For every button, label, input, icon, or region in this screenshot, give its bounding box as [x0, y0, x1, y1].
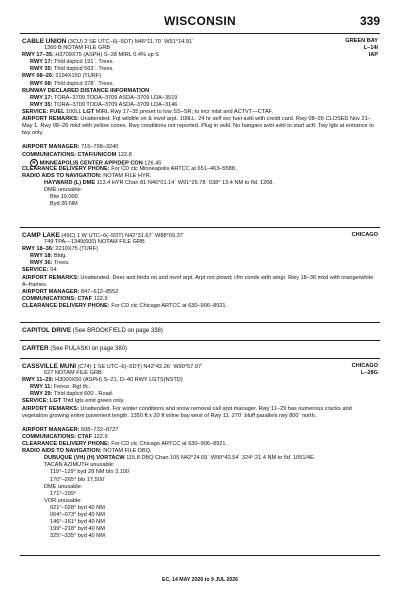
runway-end-text: Thld dsplcd 563´. Trees. [52, 66, 114, 73]
navaid-note [22, 533, 378, 540]
section-label: RADIO AIDS TO NAVIGATION: [22, 448, 102, 455]
airport-info: (49C) 1 W UTC–6(–5DT) N42°31.67´ W88°09.37´ [59, 233, 185, 239]
section-label: CLEARANCE DELIVERY PHONE: [22, 165, 110, 172]
page-number: 339 [359, 14, 380, 28]
declared-distance-heading [22, 88, 378, 95]
entry-cable-union [22, 38, 378, 208]
section-label: COMMUNICATIONS: CTAF/UNICOM [22, 151, 117, 158]
runway-line [22, 73, 378, 80]
airport-name: CAMP LAKE [22, 232, 60, 239]
runway-text: 2210X75 (TURF) [53, 246, 98, 253]
elevation-line [22, 370, 378, 377]
runway-end-line [22, 260, 378, 267]
lgt-label: LGT [49, 398, 62, 405]
entry-capitol-drive [22, 327, 163, 334]
navaid-note [22, 462, 378, 469]
section-label: COMMUNICATIONS: CTAF [22, 295, 93, 302]
section-rule [20, 555, 380, 556]
chart-code: L–28G [360, 370, 378, 377]
clearance-line [22, 441, 378, 448]
runway-end-label: RWY 11: [30, 384, 53, 391]
note-text: DME unusable: [44, 483, 83, 490]
navaid-label: DUBUQUE (VH) (H) VORTACW [44, 455, 125, 462]
note-text: VOR unusable: [44, 497, 82, 504]
elevation-text: 749 TPA—1349(600) NOTAM FILE GRB [44, 239, 145, 246]
navaid-note [22, 498, 378, 505]
runway-end-line [22, 391, 378, 398]
navaid-text: 115.8 DBQ Chan 105 N42°24.09´ W90°42.54´ 324° 21.4 NM to fld. 1051/4E. [124, 455, 316, 462]
service-line [22, 109, 378, 116]
section-label: SERVICE: [22, 108, 49, 115]
runway-end-label: RWY 18: [30, 253, 53, 260]
manager-phone: 608–732–8727 [79, 426, 119, 433]
navaid-note [22, 505, 378, 512]
facility-label: MINNEAPOLIS CENTER APP/DEP CON [39, 160, 143, 167]
header-rule [20, 33, 380, 34]
section-label: CLEARANCE DELIVERY PHONE: [22, 302, 110, 309]
section-label: CLEARANCE DELIVERY PHONE: [22, 441, 110, 448]
note-text: Blw 10,000´ [50, 194, 80, 201]
entry-header-line [22, 232, 378, 239]
declared-distance-line [22, 95, 378, 102]
navaid-text: 113.4 HYR Chan 81 N46°01.14´ W91°26.78´ 038° 13.4 NM to fld. 1208. [95, 179, 274, 186]
airport-name: CASSVILLE MUNI [22, 363, 76, 370]
remarks-text: Unattended. For winter conditions and snow removal call arpt manager. Rwy 11–29 has numerous cracks and vegetation growing entire pavement length. 1350 ft x 20 ft inline bay west of Rwy 11. 270´ bluff parallels rwy 800´ north. [22, 405, 352, 419]
entry-carter [22, 345, 127, 352]
remarks-block [22, 406, 378, 427]
page-footer: EC, 14 MAY 2026 to 9 JUL 2026 [161, 577, 239, 583]
frequency: 122.8 [116, 151, 132, 158]
declared-distance-text: TORA–3709 TODA–3709 ASDA–3709 LDA–3519 [52, 94, 178, 101]
entry-header-line [22, 38, 378, 45]
service-line [22, 267, 378, 274]
runway-line [22, 377, 378, 384]
section-rule [20, 340, 380, 341]
frequency: 122.9 [92, 433, 108, 440]
remarks-block [22, 116, 378, 144]
service-line [22, 398, 378, 405]
note-text: TACAN AZIMUTH unusable: [44, 462, 115, 469]
section-label: AIRPORT REMARKS: [22, 274, 79, 281]
navaid-note [22, 512, 378, 519]
runway-label: RWY 17–35: [22, 52, 54, 59]
remarks-text: Unattended. Fqt wildlife on & invof arpt. 100LL: 24 hr self svc fuel avbl with credit card. Rwy 08–26 CLOSED Nov 21–May 1. Rwy 08–26 mkd with yellow cones. Rwy conditions not reported. Plug in avbl. No hangars avbl avbl to start acft. Twy lgts at entrance to twy only. [22, 116, 374, 137]
section-label: AIRPORT MANAGER: [22, 426, 80, 433]
radar-symbol-icon: R [30, 159, 38, 167]
elevation-line [22, 239, 378, 246]
cross-reference: (See BROOKFIELD on page 338) [71, 328, 163, 334]
runway-end-text: Fence. Rgt tfc. [52, 384, 91, 391]
runway-end-line [22, 253, 378, 260]
entry-camp-lake [22, 232, 378, 310]
runway-end-label: RWY 17: [30, 94, 53, 101]
navaid-heading [22, 448, 378, 455]
clearance-line [22, 303, 378, 310]
elevation-text: 627 NOTAM FILE GRB [44, 370, 102, 377]
section-rule [20, 358, 380, 359]
runway-end-text: Bldg. [52, 253, 67, 260]
elevation-text: 1360 B NOTAM FILE GRB [44, 45, 111, 52]
navaid-heading [22, 173, 378, 180]
manager-line [22, 144, 378, 151]
section-label: AIRPORT MANAGER: [22, 288, 80, 295]
note-text: 199°–218° byd 40 NM [50, 526, 105, 533]
notam-text: NOTAM FILE DBQ. [101, 448, 152, 455]
navaid-note [22, 491, 378, 498]
elevation-line [22, 45, 378, 52]
runway-end-label: RWY 08: [30, 80, 53, 87]
note-text: 146°–161° byd 40 NM [50, 519, 105, 526]
runway-end-text: Trees. [52, 260, 70, 267]
declared-distance-line [22, 102, 378, 109]
airport-name: CARTER [22, 345, 49, 352]
note-text: DME unusable: [44, 186, 83, 193]
navaid-note [22, 484, 378, 491]
clearance-line [22, 166, 378, 173]
navaid-line [22, 455, 378, 462]
runway-end-label: RWY 17: [30, 59, 53, 66]
fuel-text: 100LL [64, 108, 83, 115]
runway-end-label: RWY 36: [30, 260, 53, 267]
entry-cassville-muni [22, 363, 378, 540]
airport-name: CABLE UNION [22, 38, 67, 45]
runway-end-line [22, 66, 378, 73]
section-rule [20, 322, 380, 323]
manager-phone: 847–612–8552 [79, 288, 119, 295]
runway-end-line [22, 384, 378, 391]
runway-text: H3709X75 (ASPH) S–28 MIRL 0.4% up S [53, 52, 160, 59]
section-label: RUNWAY DECLARED DISTANCE INFORMATION [22, 87, 150, 94]
section-label: COMMUNICATIONS: CTAF [22, 433, 93, 440]
communications-line [22, 434, 378, 441]
cross-reference: (See PULASKI on page 380) [48, 346, 128, 352]
clearance-text: For CD ctc Chicago ARTCC at 630–906–8921. [109, 302, 228, 309]
chart-region: CHICAGO [351, 232, 378, 238]
runway-end-label: RWY 35: [30, 101, 53, 108]
section-label: AIRPORT REMARKS: [22, 405, 79, 412]
runway-line [22, 52, 378, 59]
lgt-text: MIRL Rwy 17–35 preset to low SS–SR; to incr intst and ACTVT—CTAF. [94, 108, 273, 115]
manager-phone: 715–798–3240 [79, 144, 119, 151]
iap-label: IAP [368, 52, 378, 59]
notam-text: NOTAM FILE HYR. [101, 172, 152, 179]
frequency: 126.45 [142, 160, 162, 167]
entry-header-line [22, 363, 378, 370]
navaid-note [22, 477, 378, 484]
clearance-text: For CD ctc Minneapolis ARTCC at 651–463–5588. [109, 165, 237, 172]
airport-name: CAPITOL DRIVE [22, 327, 72, 334]
airport-info: (3CU) 2 SE UTC–6(–5DT) N46°11.70´ W91°14.91´ [66, 39, 194, 45]
service-text: S4 [48, 267, 57, 274]
communications-line [22, 152, 378, 159]
section-label: RADIO AIDS TO NAVIGATION: [22, 172, 102, 179]
navaid-note [22, 469, 378, 476]
runway-label: RWY 18–36: [22, 246, 54, 253]
note-text: 064°–073° byd 40 NM [50, 511, 105, 518]
chart-region: GREEN BAY [345, 38, 378, 44]
manager-line [22, 289, 378, 296]
page-header [20, 14, 380, 32]
lgt-text: Thld lgts emit green only. [61, 398, 125, 405]
section-label: SERVICE: [22, 267, 49, 274]
communications-line [22, 296, 378, 303]
note-text: 171°–199° [50, 490, 77, 497]
chart-region: CHICAGO [351, 363, 378, 369]
state-title: WISCONSIN [163, 14, 237, 28]
runway-end-line [22, 81, 378, 88]
frequency: 122.9 [92, 295, 108, 302]
navaid-note [22, 187, 378, 194]
declared-distance-text: TORA–3709 TODA–3709 ASDA–3709 LDA–3146 [52, 101, 178, 108]
runway-end-line [22, 59, 378, 66]
clearance-text: For CD ctc Chicago ARTCC at 630–906–8921. [109, 441, 228, 448]
runway-label: RWY 11–29: [22, 377, 54, 384]
navaid-line [22, 180, 378, 187]
note-text: 170°–265° blo 17,500´ [50, 476, 106, 483]
note-text: 119°–129° byd 28 NM blo 3,100´ [50, 469, 131, 476]
navaid-label: HAYWARD (L) DME [44, 179, 96, 186]
runway-end-text: Thld dsplcd 378´. Trees. [52, 80, 114, 87]
section-label: AIRPORT MANAGER: [22, 144, 80, 151]
runway-text: H3000X50 (ASPH) S–21, D–40 RWY LGTS(NSTD) [53, 377, 183, 384]
manager-line [22, 427, 378, 434]
navaid-note [22, 526, 378, 533]
navaid-note [22, 201, 378, 208]
runway-end-text: Thld dsplcd 600´. Road. [52, 391, 114, 398]
note-text: Byd 20 NM [50, 201, 78, 208]
section-label: AIRPORT REMARKS: [22, 116, 79, 123]
runway-label: RWY 08–26: [22, 73, 54, 80]
chart-code: L–14I [363, 45, 378, 52]
fuel-label: FUEL [49, 108, 65, 115]
remarks-text: Unattended. Deer and birds on and invof arpt. Arpt not plowd; cfm conds with amgr. Rwy 18–36 mkd with orange/white A–frames. [22, 274, 374, 288]
communications-line [22, 159, 378, 166]
section-rule [20, 227, 380, 228]
lgt-label: LGT [82, 108, 95, 115]
runway-line [22, 246, 378, 253]
section-label: SERVICE: [22, 398, 49, 405]
runway-end-label: RWY 35: [30, 66, 53, 73]
runway-end-label: RWY 29: [30, 391, 53, 398]
note-text: 021°–028° byd 40 NM [50, 504, 105, 511]
remarks-block [22, 275, 378, 289]
note-text: 325°–335° byd 40 NM [50, 533, 105, 540]
runway-text: 2194X150 (TURF) [53, 73, 102, 80]
runway-end-text: Thld dsplcd 191´. Trees. [52, 59, 114, 66]
navaid-note [22, 519, 378, 526]
airport-info: (C74) 1 SE UTC–6(–5DT) N42°42.26´ W90°57.97´ [75, 364, 203, 370]
navaid-note [22, 194, 378, 201]
